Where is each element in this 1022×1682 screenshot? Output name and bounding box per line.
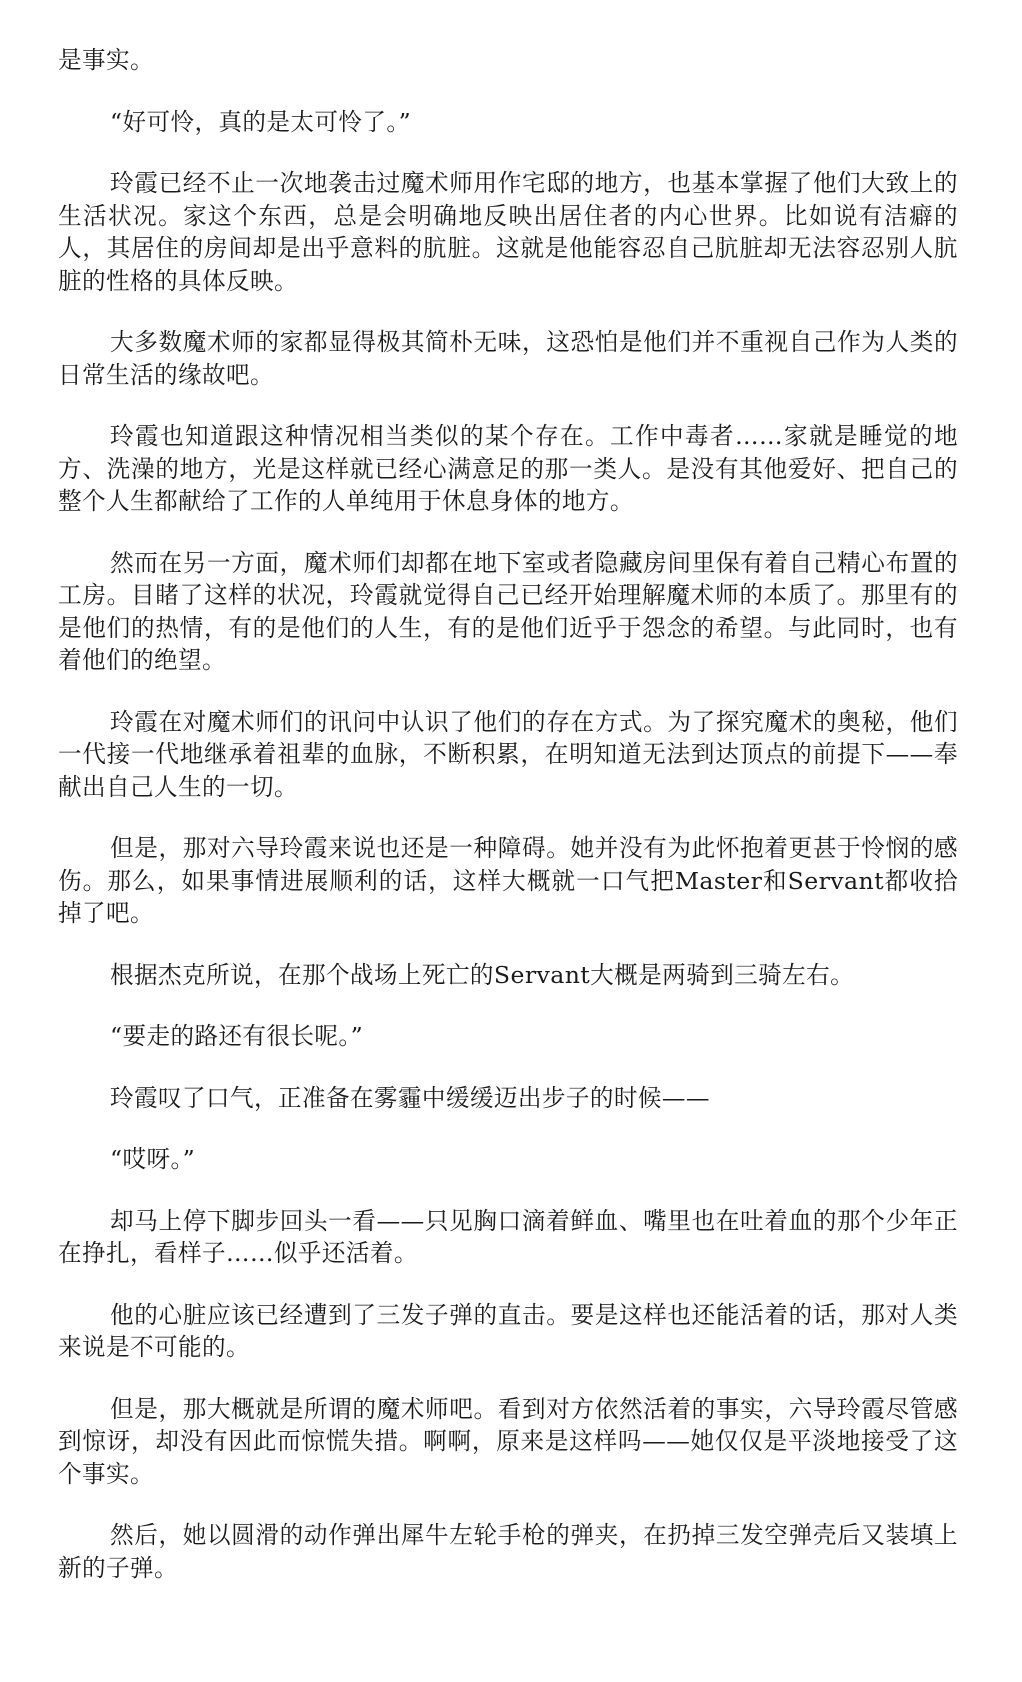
paragraph-5: 玲霞也知道跟这种情况相当类似的某个存在。工作中毒者……家就是睡觉的地方、洗澡的地方，光是这样就已经心满意足的那一类人。是没有其他爱好、把自己的整个人生都献给了工作的人单纯用于休息身体的地方。 bbox=[58, 422, 958, 515]
paragraph-9: 根据杰克所说，在那个战场上死亡的Servant大概是两骑到三骑左右。 bbox=[110, 960, 855, 989]
paragraph-6: 然而在另一方面，魔术师们却都在地下室或者隐藏房间里保有着自己精心布置的工房。目睹了这样的状况，玲霞就觉得自己已经开始理解魔术师的本质了。那里有的是他们的热情，有的是他们的人生，有的是他们近乎于怨念的希望。与此同时，也有着他们的绝望。 bbox=[58, 548, 958, 674]
paragraph-16: 然后，她以圆滑的动作弹出犀牛左轮手枪的弹夹，在扔掉三发空弹壳后又装填上新的子弹。 bbox=[58, 1521, 958, 1582]
paragraph-14: 他的心脏应该已经遭到了三发子弹的直击。要是这样也还能活着的话，那对人类来说是不可能的。 bbox=[58, 1300, 958, 1361]
paragraph-11: 玲霞叹了口气，正准备在雾霾中缓缓迈出步子的时候—— bbox=[110, 1083, 710, 1112]
paragraph-13: 却马上停下脚步回头一看——只见胸口滴着鲜血、嘴里也在吐着血的那个少年正在挣扎，看样子……似乎还活着。 bbox=[58, 1206, 958, 1267]
paragraph-3: 玲霞已经不止一次地袭击过魔术师用作宅邸的地方，也基本掌握了他们大致上的生活状况。家这个东西，总是会明确地反映出居住者的内心世界。比如说有洁癖的人，其居住的房间却是出乎意料的肮脏。这就是他能容忍自己肮脏却无法容忍别人肮脏的性格的具体反映。 bbox=[58, 169, 958, 295]
paragraph-2: “好可怜，真的是太可怜了。” bbox=[110, 107, 412, 136]
text-body bbox=[58, 44, 958, 1613]
paragraph-8: 但是，那对六导玲霞来说也还是一种障碍。她并没有为此怀抱着更甚于怜悯的感伤。那么，如果事情进展顺利的话，这样大概就一口气把Master和Servant都收拾掉了吧。 bbox=[58, 834, 958, 927]
paragraph-15: 但是，那大概就是所谓的魔术师吧。看到对方依然活着的事实，六导玲霞尽管感到惊讶，却没有因此而惊慌失措。啊啊，原来是这样吗——她仅仅是平淡地接受了这个事实。 bbox=[58, 1394, 958, 1488]
paragraph-10: “要走的路还有很长呢。” bbox=[110, 1022, 364, 1050]
paragraph-1: 是事实。 bbox=[58, 46, 154, 74]
paragraph-4: 大多数魔术师的家都显得极其简朴无味，这恐怕是他们并不重视自己作为人类的日常生活的缘故吧。 bbox=[58, 328, 958, 389]
paragraph-12: “哎呀。” bbox=[110, 1145, 196, 1173]
paragraph-7: 玲霞在对魔术师们的讯问中认识了他们的存在方式。为了探究魔术的奥秘，他们一代接一代地继承着祖辈的血脉，不断积累，在明知道无法到达顶点的前提下——奉献出自己人生的一切。 bbox=[58, 707, 958, 801]
